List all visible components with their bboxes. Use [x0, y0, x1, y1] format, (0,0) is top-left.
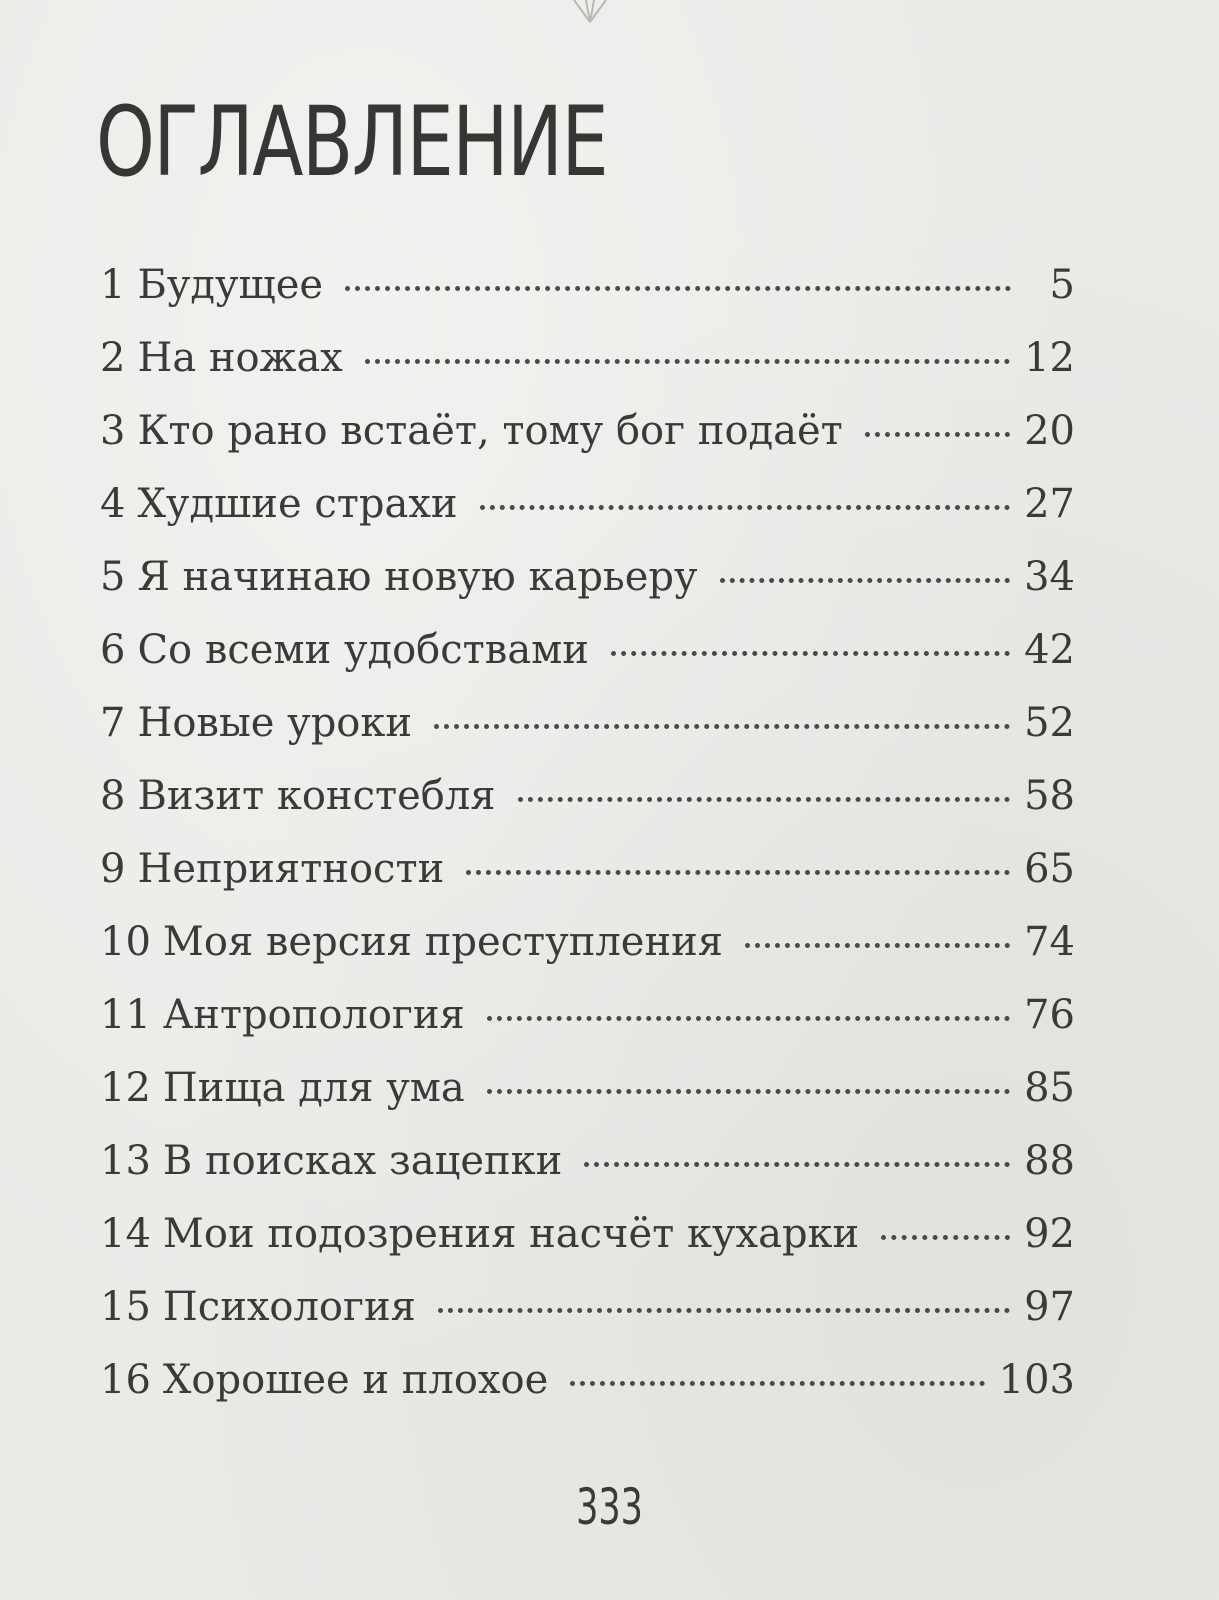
- toc-entry-title: В поисках зацепки: [162, 1138, 563, 1184]
- toc-entry-title: На ножах: [137, 335, 343, 381]
- toc-entry-title: Новые уроки: [137, 700, 413, 746]
- dot-leader: [518, 797, 1011, 802]
- toc-entry-number: 11: [100, 992, 151, 1038]
- toc-entry-title: Будущее: [137, 262, 324, 308]
- toc-entry-number: 7: [100, 700, 126, 746]
- toc-entry-page: 76: [1024, 992, 1075, 1038]
- toc-entry: [100, 1211, 1075, 1284]
- toc-entry-title: Моя версия преступления: [162, 919, 724, 965]
- dot-leader: [720, 578, 1011, 583]
- toc-entry-page: 103: [998, 1357, 1075, 1403]
- dot-leader: [487, 1089, 1010, 1094]
- toc-entry-page: 34: [1024, 554, 1075, 600]
- dot-leader: [466, 870, 1010, 875]
- dot-leader: [480, 505, 1011, 510]
- toc-entry-number: 12: [100, 1065, 151, 1111]
- toc-entry-title: Антропология: [162, 992, 465, 1038]
- toc-entry-number: 15: [100, 1284, 151, 1330]
- toc-entry-page: 52: [1024, 700, 1075, 746]
- toc-entry: [100, 700, 1075, 773]
- toc-entry-number: 1: [100, 262, 126, 308]
- toc-entry-number: 10: [100, 919, 151, 965]
- dot-leader: [745, 943, 1010, 948]
- toc-entry-number: 14: [100, 1211, 151, 1257]
- toc-entry-title: Я начинаю новую карьеру: [137, 554, 698, 600]
- toc-entry-title: Визит констебля: [137, 773, 496, 819]
- toc-entry-number: 13: [100, 1138, 151, 1184]
- toc-entry: [100, 1065, 1075, 1138]
- toc-entry-title: Мои подозрения насчёт кухарки: [162, 1211, 860, 1257]
- toc-entry: [100, 1284, 1075, 1357]
- page-title: ОГЛАВЛЕНИЕ: [96, 86, 608, 198]
- toc-entry: [100, 335, 1075, 408]
- toc-entry-title: Кто рано встаёт, тому бог подаёт: [137, 408, 843, 454]
- toc-entry: [100, 773, 1075, 846]
- toc-entry-number: 9: [100, 846, 126, 892]
- toc-entry: [100, 262, 1075, 335]
- dot-leader: [570, 1381, 984, 1386]
- toc-entry-title: Неприятности: [137, 846, 445, 892]
- toc-entry: [100, 992, 1075, 1065]
- toc-entry-page: 27: [1024, 481, 1075, 527]
- toc-entry-page: 97: [1024, 1284, 1075, 1330]
- toc-entry-page: 88: [1024, 1138, 1075, 1184]
- toc-entry-number: 6: [100, 627, 126, 673]
- dot-leader: [487, 1016, 1010, 1021]
- dot-leader: [865, 432, 1010, 437]
- page-number: 333: [576, 1478, 643, 1536]
- toc-entry-number: 2: [100, 335, 126, 381]
- dot-leader: [611, 651, 1010, 656]
- leaf-ornament-icon: [560, 0, 620, 24]
- table-of-contents: [100, 262, 1075, 1430]
- toc-entry-number: 16: [100, 1357, 151, 1403]
- toc-entry-page: 58: [1024, 773, 1075, 819]
- toc-entry-page: 12: [1024, 335, 1075, 381]
- toc-entry: [100, 1357, 1075, 1430]
- toc-entry-number: 5: [100, 554, 126, 600]
- toc-entry-title: Со всеми удобствами: [137, 627, 589, 673]
- toc-entry-page: 92: [1024, 1211, 1075, 1257]
- toc-entry: [100, 627, 1075, 700]
- toc-entry-page: 5: [1049, 262, 1075, 308]
- toc-entry-number: 8: [100, 773, 126, 819]
- toc-entry-number: 4: [100, 481, 126, 527]
- toc-entry-page: 20: [1024, 408, 1075, 454]
- toc-entry: [100, 846, 1075, 919]
- toc-entry: [100, 1138, 1075, 1211]
- toc-entry: [100, 408, 1075, 481]
- toc-entry-title: Пища для ума: [162, 1065, 465, 1111]
- dot-leader: [584, 1162, 1010, 1167]
- toc-entry: [100, 554, 1075, 627]
- dot-leader: [345, 286, 1011, 291]
- toc-entry: [100, 919, 1075, 992]
- dot-leader: [365, 359, 1010, 364]
- toc-entry: [100, 481, 1075, 554]
- dot-leader: [438, 1308, 1010, 1313]
- toc-entry-number: 3: [100, 408, 126, 454]
- toc-entry-title: Психология: [162, 1284, 416, 1330]
- dot-leader: [881, 1235, 1010, 1240]
- toc-entry-title: Хорошее и плохое: [162, 1357, 549, 1403]
- toc-entry-page: 74: [1024, 919, 1075, 965]
- toc-entry-page: 65: [1024, 846, 1075, 892]
- toc-entry-page: 42: [1024, 627, 1075, 673]
- toc-entry-title: Худшие страхи: [137, 481, 458, 527]
- dot-leader: [434, 724, 1010, 729]
- toc-entry-page: 85: [1024, 1065, 1075, 1111]
